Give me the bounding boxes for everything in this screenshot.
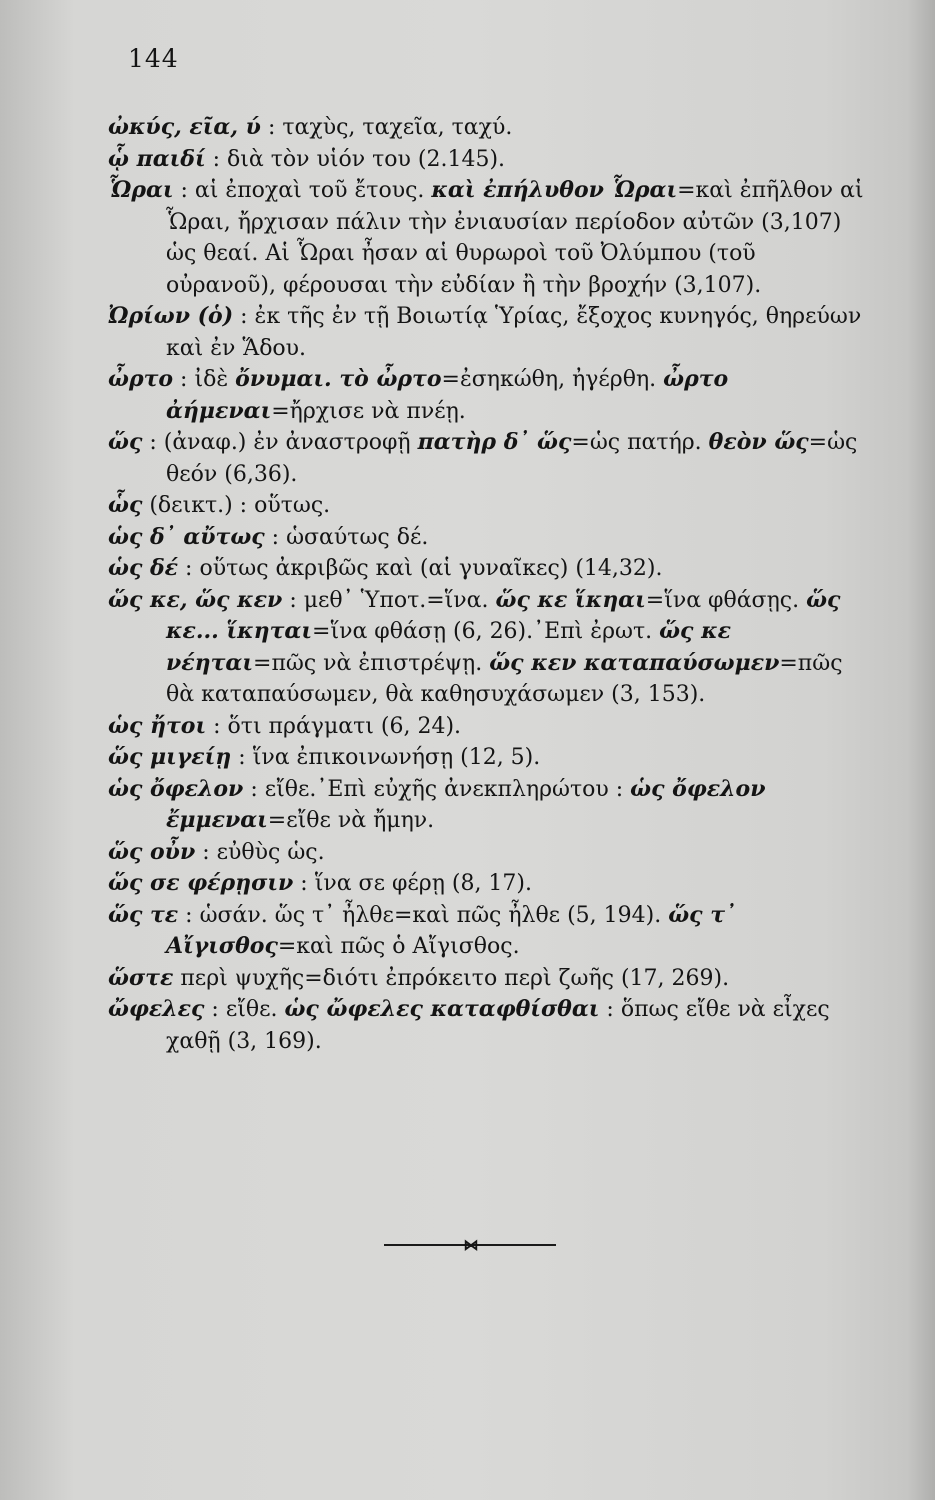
- entry-headword: ὤφελες: [108, 996, 205, 1022]
- glossary-entries: [108, 112, 868, 1057]
- entry-headword: ὥς τε: [108, 901, 179, 928]
- entry-example: ὥς κε νέηται: [166, 618, 731, 676]
- entry-definition: : ἵνα σε φέρῃ (8, 17).: [293, 871, 532, 896]
- glossary-entry: [108, 711, 868, 743]
- entry-definition: : ἐκ τῆς ἐν τῇ Βοιωτίᾳ Ὑρίας, ἔξοχος κυνηγός, θηρεύων καὶ ἐν Ἅδου.: [166, 304, 862, 361]
- glossary-entry: [108, 963, 868, 995]
- entry-definition: : διὰ τὸν υἱόν του (2.145).: [205, 146, 506, 172]
- entry-headword: ὥς κε, ὥς κεν: [108, 586, 283, 613]
- entry-example: ὥς τ᾽ Αἴγισθος: [166, 901, 737, 959]
- entry-headword: ὡς δ᾽ αὔτως: [108, 523, 265, 550]
- glossary-entry: [108, 175, 868, 301]
- glossary-entry: [108, 837, 868, 869]
- entry-headword: Ὠρίων (ὁ): [108, 303, 234, 329]
- page-number: 144: [128, 44, 179, 73]
- entry-definition: : ὅτι πράγματι (6, 24).: [206, 713, 462, 739]
- entry-definition: =ἤρχισε νὰ πνέῃ.: [271, 398, 466, 424]
- entry-example: ὄνυμαι. τὸ ὦρτο: [235, 366, 442, 392]
- entry-definition: περὶ ψυχῆς=διότι ἐπρόκειτο περὶ ζωῆς (17, 269).: [173, 965, 730, 991]
- entry-example: θεὸν ὥς: [708, 429, 809, 455]
- entry-definition: =ἐσηκώθη, ἠγέρθη.: [441, 367, 664, 392]
- entry-definition: =εἴθε νὰ ἤμην.: [267, 808, 435, 833]
- entry-headword: ᾧ παιδί: [108, 145, 206, 172]
- entry-example: ὡς ὤφελες καταφθίσθαι: [284, 996, 600, 1022]
- entry-definition: =ἵνα φθάσῃ (6, 26).᾽Επὶ ἐρωτ.: [312, 619, 660, 644]
- page-edge-shadow: [907, 0, 935, 1500]
- glossary-entry: [108, 364, 868, 427]
- entry-definition: : (ἀναφ.) ἐν ἀναστροφῇ: [142, 430, 418, 455]
- glossary-entry: [108, 553, 868, 585]
- entry-headword: ὠκύς, εῖα, ύ: [108, 114, 261, 140]
- entry-example: πατὴρ δ᾽ ὥς: [417, 429, 572, 455]
- entry-definition: =ὡς πατήρ.: [571, 430, 709, 455]
- entry-headword: ὥς σε φέρῃσιν: [108, 870, 294, 896]
- entry-definition: : εὐθὺς ὡς.: [195, 839, 325, 865]
- glossary-entry: [108, 868, 868, 900]
- entry-definition: : αἱ ἐποχαὶ τοῦ ἔτους.: [173, 178, 432, 203]
- glossary-entry: [108, 522, 868, 554]
- entry-definition: : μεθ᾽ Ὑποτ.=ἵνα.: [282, 587, 496, 613]
- entry-example: καὶ ἐπήλυθον Ὧραι: [431, 177, 678, 203]
- glossary-entry: [108, 900, 868, 963]
- entry-example: ὥς κε ἵκηαι: [495, 586, 646, 613]
- entry-definition: : οὕτως ἀκριβῶς καὶ (αἱ γυναῖκες) (14,32).: [178, 556, 663, 581]
- divider-ornament-icon: ⋈: [463, 1236, 479, 1254]
- entry-definition: : εἴθε.: [204, 997, 285, 1022]
- entry-definition: =ἵνα φθάσῃς.: [645, 587, 807, 613]
- entry-headword: ὥς οὖν: [108, 838, 196, 865]
- entry-headword: ὡς δέ: [108, 555, 179, 581]
- entry-definition: : εἴθε.᾽Επὶ εὐχῆς ἀνεκπληρώτου :: [243, 776, 631, 802]
- glossary-entry: [108, 427, 868, 490]
- entry-headword: ὡς ἤτοι: [108, 712, 207, 739]
- entry-definition: : ὡσάν. ὥς τ᾽ ἦλθε=καὶ πῶς ἦλθε (5, 194).: [178, 902, 669, 928]
- entry-example: ὥς κεν καταπαύσωμεν: [489, 649, 780, 676]
- entry-headword: ὥς μιγείῃ: [108, 744, 232, 770]
- entry-definition: (δεικτ.) : οὕτως.: [142, 493, 331, 518]
- entry-definition: =καὶ πῶς ὁ Αἴγισθος.: [277, 934, 520, 959]
- glossary-entry: [108, 774, 868, 837]
- entry-headword: ὥς: [108, 429, 143, 455]
- entry-definition: =καὶ ἐπῆλθον αἱ Ὧραι, ἤρχισαν πάλιν τὴν ἐνιαυσίαν περίοδον αὐτῶν (3,107) ὡς θεαί. Αἱ Ὧραι ἦσαν αἱ θυρωροὶ τοῦ Ὀλύμπου (τοῦ οὐρανοῦ), φέρουσαι τὴν εὐδίαν ἢ τὴν βροχήν (3,107).: [166, 178, 864, 298]
- glossary-entry: [108, 490, 868, 522]
- entry-headword: ὥστε: [108, 964, 174, 991]
- entry-definition: =πῶς θὰ καταπαύσωμεν, θὰ καθησυχάσωμεν (3, 153).: [166, 650, 843, 707]
- entry-example: ὥς κε... ἵκηται: [166, 586, 841, 644]
- section-divider: [384, 1238, 556, 1252]
- glossary-entry: [108, 585, 868, 711]
- entry-definition: : ὅπως εἴθε νὰ εἶχες χαθῇ (3, 169).: [166, 997, 830, 1054]
- entry-definition: =πῶς νὰ ἐπιστρέψῃ.: [253, 650, 490, 676]
- entry-headword: ὦρτο: [108, 366, 174, 392]
- entry-definition: : ὡσαύτως δέ.: [264, 524, 429, 550]
- entry-headword: Ὧραι: [108, 177, 174, 203]
- entry-definition: : ἰδὲ: [173, 367, 236, 392]
- entry-headword: ὧς: [108, 492, 143, 518]
- entry-headword: ὡς ὄφελον: [108, 775, 244, 802]
- glossary-entry: [108, 742, 868, 774]
- glossary-entry: [108, 994, 868, 1057]
- entry-definition: =ὡς θεόν (6,36).: [166, 430, 858, 487]
- entry-example: ὦρτο ἀήμεναι: [166, 366, 729, 424]
- entry-example: ὡς ὄφελον ἔμμεναι: [166, 775, 766, 833]
- glossary-entry: [108, 112, 868, 144]
- glossary-entry: [108, 301, 868, 364]
- entry-definition: : ταχὺς, ταχεῖα, ταχύ.: [260, 115, 513, 140]
- glossary-entry: [108, 144, 868, 176]
- entry-definition: : ἵνα ἐπικοινωνήσῃ (12, 5).: [231, 745, 541, 770]
